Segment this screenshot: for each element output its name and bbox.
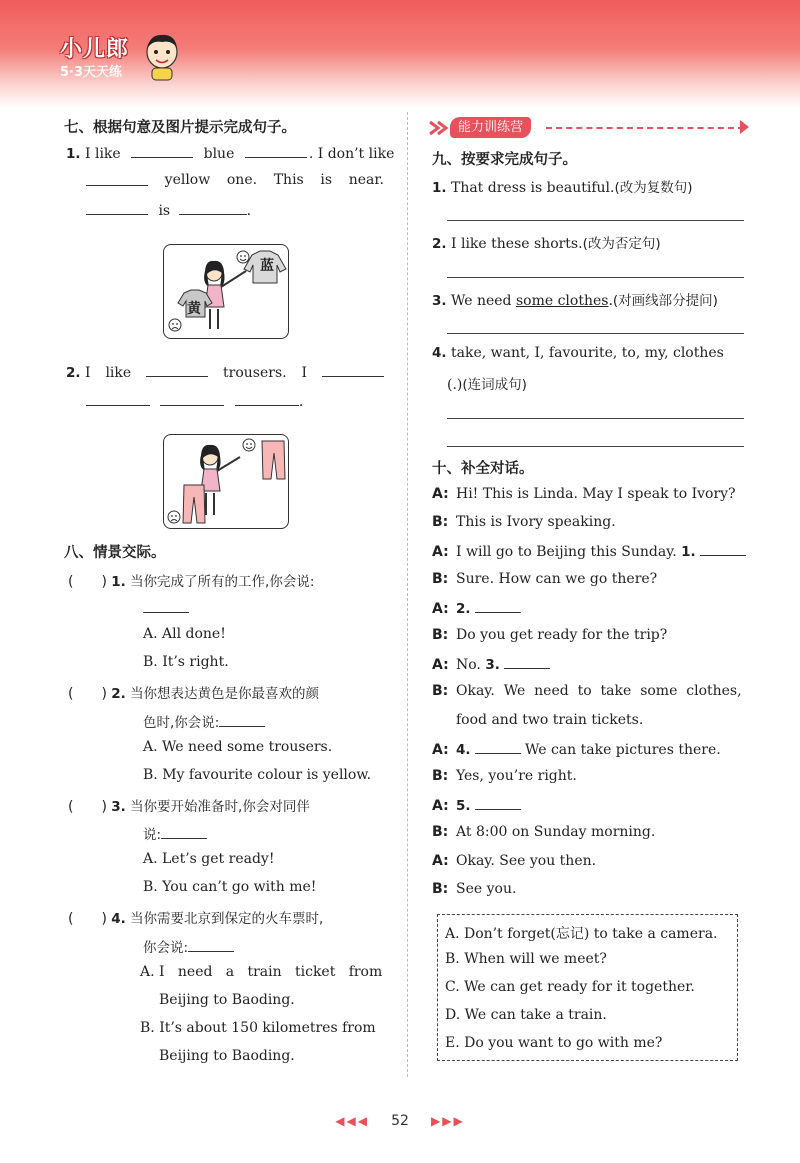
s8-item-1-option-b: B. It’s right. [143,654,229,670]
s7-q2-line1 [66,363,384,381]
dialog-option-a: A. Don’t forget(忘记) to take a camera. [445,926,718,942]
s7-q2-line2 [86,392,303,410]
s9-q4-hint: (连词成句) [462,377,527,393]
s9-q4-answer-line-2[interactable] [447,446,744,447]
dialog-line [432,824,655,840]
s7-q2-number: 2. [66,365,81,381]
s9-q2-hint: (改为否定句) [582,236,661,252]
s9-q3-underlined: some clothes [515,293,609,309]
s9-q3 [432,289,718,309]
s7-q1-text: yellow [164,172,211,188]
dialog-text: See you. [456,881,517,897]
s9-q2-text: I like these shorts. [450,236,583,252]
dialog-line [432,599,521,617]
s7-q1-text: This [273,172,304,188]
s8-item-text: 当你要开始准备时,你会对同伴 [130,799,310,815]
dialog-blank-number: 1. [681,544,696,560]
s7-q2-blank-4[interactable] [160,392,224,406]
s9-q1 [432,176,693,196]
s8-item-text: 当你完成了所有的工作,你会说: [130,574,315,590]
dialog-text: This is Ivory speaking. [456,514,616,530]
s7-q1-text: . I don’t like [308,146,395,162]
dialog-line [432,712,643,728]
s8-item-text: 你会说: [143,940,189,956]
s7-q2-picture [163,434,289,529]
dialog-line [432,486,736,502]
s8-item-number: 3. [111,799,126,815]
s7-q2-text: . [298,394,304,410]
tag-yellow-label: 黄 [187,301,201,317]
answer-paren[interactable]: ( ) [68,911,107,927]
s9-q3-number: 3. [432,293,447,309]
s7-q2-text: I [301,365,308,381]
dialog-text: Do you get ready for the trip? [456,627,668,643]
dialog-blank[interactable] [700,542,746,556]
s8-item-1-blank[interactable] [143,599,189,613]
answer-paren[interactable]: ( ) [68,799,107,815]
answer-paren[interactable]: ( ) [68,686,107,702]
s9-q1-answer-line[interactable] [447,220,744,221]
s7-q2-blank-3[interactable] [86,392,150,406]
dialog-option-d: D. We can take a train. [445,1007,607,1023]
s8-item-2-question [68,682,319,703]
s8-item-1-line2 [143,599,189,617]
dialog-speaker: B: [432,768,449,784]
s8-item-3-option-a: A. Let’s get ready! [143,851,275,867]
dialog-speaker: A: [432,742,449,758]
s9-q2-answer-line[interactable] [447,277,744,278]
s7-q1-blank-1[interactable] [131,144,193,158]
s7-q1-text: is [320,172,333,188]
s7-q1-blank-5[interactable] [179,201,247,215]
s9-q4-text: take, want, I, favourite, to, my, clothes [450,345,724,361]
dialog-speaker: A: [432,486,449,502]
section-9-title: 九、按要求完成句子。 [432,152,577,168]
s7-q1-line2 [86,172,384,188]
dialog-line [432,881,516,897]
dialog-option-b: B. When will we meet? [445,951,607,967]
dialog-text: Hi! This is Linda. May I speak to Ivory? [456,486,736,502]
s7-q1-number: 1. [66,146,81,162]
s8-item-4-question [68,907,323,928]
dialog-line [432,853,596,869]
dialog-blank[interactable] [475,599,521,613]
dialog-line [432,542,746,560]
s7-q1-blank-3[interactable] [86,172,148,186]
dialog-blank[interactable] [504,655,550,669]
s8-item-3-option-b: B. You can’t go with me! [143,879,317,895]
s7-q2-text: trousers. [223,365,287,381]
tag-blue-label: 蓝 [260,258,274,274]
s7-q1-text: I like [84,146,121,162]
s8-item-3-line2 [143,823,207,843]
dialog-line [432,571,657,587]
s8-item-4-option-b-cont: Beijing to Baoding. [159,1048,295,1064]
s7-q1-text: blue [203,146,235,162]
s7-q2-text: I [84,365,91,381]
s8-item-3-blank[interactable] [161,825,207,839]
brand-logo [60,32,129,80]
s8-item-2-option-a: A. We need some trousers. [143,739,333,755]
dialog-text: Okay. We need to take some clothes, [456,683,742,699]
dialog-speaker: B: [432,571,449,587]
s8-item-4-option-b: B. It’s about 150 kilometres from [140,1020,376,1036]
dialog-option-e: E. Do you want to go with me? [445,1035,663,1051]
s9-q1-hint: (改为复数句) [614,180,693,196]
banner-arrow-tip [740,120,749,134]
s7-q1-text: . [246,203,252,219]
dialog-blank-number: 4. [456,742,471,758]
dialog-speaker: A: [432,657,449,673]
dialog-text: I will go to Beijing this Sunday. [456,544,682,560]
s9-q3-hint: (对画线部分提问) [612,293,718,309]
s7-q1-picture [163,244,289,339]
s8-item-3-question [68,795,310,816]
dialog-speaker: A: [432,798,449,814]
s9-q3-text: We need [450,293,516,309]
answer-paren[interactable]: ( ) [68,574,107,590]
dialog-line [432,740,721,758]
s7-q2-blank-1[interactable] [146,363,208,377]
brand-series: 5·3天天练 [60,65,123,80]
dialog-text: Yes, you’re right. [456,768,577,784]
dialog-speaker: B: [432,881,449,897]
dialog-blank[interactable] [475,796,521,810]
s9-q3-answer-line[interactable] [447,333,744,334]
dialog-option-c: C. We can get ready for it together. [445,979,695,995]
section-7-title: 七、根据句意及图片提示完成句子。 [64,120,296,136]
banner-dash-line [546,127,744,129]
dialog-speaker: B: [432,824,449,840]
prev-arrows-icon: ◀◀◀ [335,1114,369,1128]
s8-item-2-line2 [143,711,265,731]
mascot-boy-icon [142,32,182,82]
s9-q1-text: That dress is beautiful. [450,180,615,196]
s8-item-4-option-a: A. I need a train ticket from [140,964,383,980]
s7-q2-blank-5[interactable] [235,392,299,406]
s8-item-text: 色时,你会说: [143,715,220,731]
s8-item-1-question [68,570,314,591]
dialog-blank-number: 3. [485,657,500,673]
dialog-speaker: A: [432,853,449,869]
dialog-blank-number: 5. [456,798,471,814]
section-10-title: 十、补全对话。 [432,461,534,477]
ability-training-banner [428,117,750,139]
s8-item-text: 当你想表达黄色是你最喜欢的颜 [130,686,320,702]
s7-q1-blank-2[interactable] [245,144,307,158]
page-footer [0,1113,800,1129]
dialog-line [432,655,550,673]
brand-name: 小儿郎 [60,37,130,62]
s8-item-number: 4. [111,911,126,927]
dialog-speaker: B: [432,514,449,530]
page-number: 52 [391,1113,409,1129]
s9-q4-answer-line-1[interactable] [447,418,744,419]
s8-item-4-option-a-cont: Beijing to Baoding. [159,992,295,1008]
dialog-speaker: B: [432,683,449,699]
s7-q1-line3 [86,201,251,219]
s9-q4-line2 [447,373,527,393]
dialog-line [432,768,577,784]
s7-q1-text: near. [348,172,384,188]
s9-q4 [432,345,724,361]
s8-item-number: 2. [111,686,126,702]
double-arrow-icon [428,118,450,138]
s8-item-2-blank[interactable] [219,713,265,727]
dialog-text: food and two train tickets. [456,712,644,728]
s7-q1-text: is [158,203,171,219]
s8-item-number: 1. [111,574,126,590]
dialog-text: At 8:00 on Sunday morning. [456,824,656,840]
dialog-line [432,514,616,530]
s7-q2-text: like [105,365,132,381]
s8-item-1-option-a: A. All done! [143,626,226,642]
dialog-line [432,683,742,699]
ability-training-label: 能力训练营 [450,117,531,138]
s9-q2-number: 2. [432,236,447,252]
dialog-line [432,627,667,643]
dialog-text: Sure. How can we go there? [456,571,658,587]
dialog-text: We can take pictures there. [520,742,721,758]
dialog-text: Okay. See you then. [456,853,597,869]
dialog-line [432,796,521,814]
s8-item-4-line2 [143,936,234,956]
s7-q1-line1 [66,144,394,162]
s7-q1-text: one. [226,172,258,188]
dialog-options-box [437,914,738,1061]
s9-q4-number: 4. [432,345,447,361]
s9-q2 [432,232,661,252]
s7-q2-blank-2[interactable] [322,363,384,377]
s8-item-text: 当你需要北京到保定的火车票时, [130,911,324,927]
s9-q1-number: 1. [432,180,447,196]
s8-item-2-option-b: B. My favourite colour is yellow. [143,767,372,783]
s9-q4-text: (.) [447,377,463,393]
dialog-speaker: B: [432,627,449,643]
section-8-title: 八、情景交际。 [64,545,166,561]
s7-q1-blank-4[interactable] [86,201,148,215]
column-divider [407,112,408,1077]
dialog-blank[interactable] [475,740,521,754]
dialog-blank-number: 2. [456,601,471,617]
s8-item-4-blank[interactable] [188,938,234,952]
dialog-speaker: A: [432,601,449,617]
dialog-speaker: A: [432,544,449,560]
s8-item-text: 说: [143,827,162,843]
dialog-text: No. [456,657,486,673]
s9-q3-text: . [608,293,613,309]
next-arrows-icon: ▶▶▶ [431,1114,465,1128]
